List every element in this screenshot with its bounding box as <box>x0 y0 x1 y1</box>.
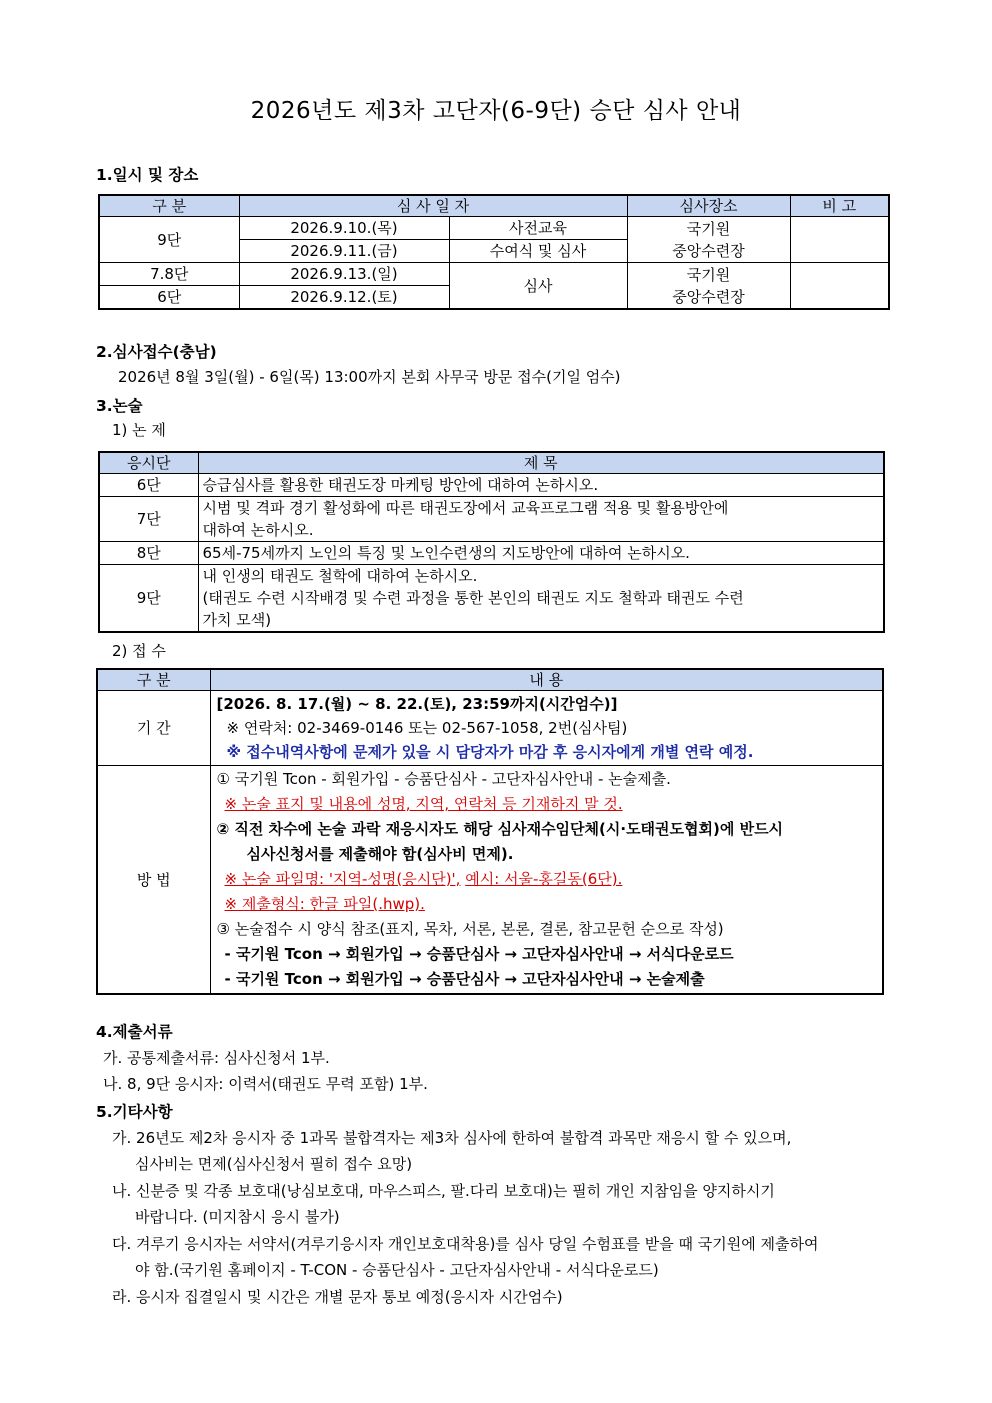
event-cell: 수여식 및 심사 <box>449 240 627 263</box>
method-line: ③ 논술접수 시 양식 참조(표지, 목차, 서론, 본론, 결론, 참고문헌 순으로 작성) <box>216 920 724 938</box>
reception-header-category: 구 분 <box>97 669 210 691</box>
method-line: 심사신청서를 제출해야 함(심사비 면제). <box>246 845 514 863</box>
method-note: ※ 논술 파일명: '지역-성명(응시단)', <box>224 870 461 888</box>
place-cell <box>627 217 790 263</box>
section3-heading: 3.논술 <box>96 397 143 415</box>
topic-line: 65세-75세까지 노인의 특징 및 노인수련생의 지도방안에 대하여 논하시오. <box>202 544 690 562</box>
section5-item: 다. 겨루기 응시자는 서약서(겨루기응시자 개인보호대착용)를 심사 당일 수험표를 받을 때 국기원에 제출하여 <box>112 1235 819 1253</box>
period-content <box>210 691 883 766</box>
section5-item: 가. 26년도 제2차 응시자 중 1과목 불합격자는 제3차 심사에 한하여 불합격 과목만 재응시 할 수 있으며, <box>112 1129 792 1147</box>
date-cell: 2026.9.12.(토) <box>239 286 449 310</box>
date-cell: 2026.9.10.(목) <box>239 217 449 240</box>
section5-item: 라. 응시자 집결일시 및 시간은 개별 문자 통보 예정(응시자 시간엄수) <box>112 1288 563 1306</box>
section1-heading: 1.일시 및 장소 <box>96 166 199 184</box>
method-label: 방 법 <box>97 766 210 995</box>
place-cell <box>627 263 790 310</box>
place-line: 중앙수련장 <box>672 287 745 306</box>
note-cell <box>790 263 889 310</box>
topic-line: (태권도 수련 시작배경 및 수련 과정을 통한 본인의 태권도 지도 철학과 태권도 수련 <box>202 589 744 607</box>
grade-cell: 6단 <box>99 286 239 310</box>
place-line: 중앙수련장 <box>672 241 745 260</box>
topic-grade: 8단 <box>99 542 198 565</box>
event-cell: 심사 <box>449 263 627 310</box>
section5-item: 야 함.(국기원 홈페이지 - T-CON - 승품단심사 - 고단자심사안내 - 서식다운로드) <box>135 1261 659 1279</box>
topics-table <box>98 451 885 633</box>
topic-line: 대하여 논하시오. <box>202 521 314 539</box>
topic-text <box>198 542 884 565</box>
place-line: 국기원 <box>686 219 731 238</box>
method-note-line <box>217 867 877 892</box>
period-label: 기 간 <box>97 691 210 766</box>
section4-item: 가. 공통제출서류: 심사신청서 1부. <box>103 1049 330 1067</box>
method-line: ② 직전 차수에 논술 과락 재응시자도 해당 심사재수임단체(시·도태권도협회)에 반드시 <box>216 820 784 838</box>
method-note: ※ 논술 표지 및 내용에 성명, 지역, 연락처 등 기재하지 말 것. <box>224 795 623 813</box>
topic-grade: 9단 <box>99 565 198 633</box>
topic-line: 내 인생의 태권도 철학에 대하여 논하시오. <box>202 567 478 585</box>
period-line: ※ 연락처: 02-3469-0146 또는 02-567-1058, 2번(심사팀) <box>226 719 628 737</box>
schedule-table <box>98 194 890 310</box>
section2-heading: 2.심사접수(충남) <box>96 343 217 361</box>
topic-grade: 6단 <box>99 474 198 497</box>
note-cell <box>790 217 889 263</box>
section2-text: 2026년 8월 3일(월) - 6일(목) 13:00까지 본회 사무국 방문 접수(기일 엄수) <box>118 368 621 386</box>
method-note: ※ 제출형식: 한글 파일(.hwp). <box>224 895 425 913</box>
section5-heading: 5.기타사항 <box>96 1103 173 1121</box>
method-note: 예시: 서울-홍길동(6단). <box>465 870 623 888</box>
method-content <box>210 766 883 995</box>
topic-line: 승급심사를 활용한 태권도장 마케팅 방안에 대하여 논하시오. <box>202 476 599 494</box>
section4-item: 나. 8, 9단 응시자: 이력서(태권도 무력 포함) 1부. <box>103 1075 428 1093</box>
period-line: ※ 접수내역사항에 문제가 있을 시 담당자가 마감 후 응시자에게 개별 연락 예정. <box>226 743 754 761</box>
reception-table <box>96 668 884 995</box>
section5-item: 심사비는 면제(심사신청서 필히 접수 요망) <box>135 1155 413 1173</box>
date-cell: 2026.9.13.(일) <box>239 263 449 286</box>
period-line: [2026. 8. 17.(월) ~ 8. 22.(토), 23:59까지(시간엄수)] <box>216 695 618 713</box>
method-line: - 국기원 Tcon → 회원가입 → 승품단심사 → 고단자심사안내 → 논술제출 <box>224 970 705 988</box>
topic-line: 가치 모색) <box>202 611 272 629</box>
topic-text <box>198 497 884 542</box>
schedule-header-category: 구 분 <box>99 195 239 217</box>
section4-heading: 4.제출서류 <box>96 1023 173 1041</box>
event-cell: 사전교육 <box>449 217 627 240</box>
schedule-header-place: 심사장소 <box>627 195 790 217</box>
method-line: - 국기원 Tcon → 회원가입 → 승품단심사 → 고단자심사안내 → 서식다운로드 <box>224 945 734 963</box>
schedule-header-note: 비 고 <box>790 195 889 217</box>
section5-item: 나. 신분증 및 각종 보호대(낭심보호대, 마우스피스, 팔.다리 보호대)는 필히 개인 지참임을 양지하시기 <box>112 1182 775 1200</box>
grade-cell: 7.8단 <box>99 263 239 286</box>
schedule-header-date: 심 사 일 자 <box>239 195 627 217</box>
grade-cell: 9단 <box>99 217 239 263</box>
date-cell: 2026.9.11.(금) <box>239 240 449 263</box>
topic-text <box>198 474 884 497</box>
reception-header-content: 내 용 <box>210 669 883 691</box>
place-line: 국기원 <box>686 265 731 284</box>
topic-line: 시범 및 격파 경기 활성화에 따른 태권도장에서 교육프로그램 적용 및 활용방안에 <box>202 499 729 517</box>
topic-grade: 7단 <box>99 497 198 542</box>
section3-sub1: 1) 논 제 <box>112 421 166 439</box>
method-line: ① 국기원 Tcon - 회원가입 - 승품단심사 - 고단자심사안내 - 논술제출. <box>216 770 671 788</box>
section5-item: 바랍니다. (미지참시 응시 불가) <box>135 1208 340 1226</box>
section3-sub2: 2) 접 수 <box>112 642 166 660</box>
topics-header-grade: 응시단 <box>99 452 198 474</box>
topic-text <box>198 565 884 633</box>
topics-header-title: 제 목 <box>198 452 884 474</box>
page-title: 2026년도 제3차 고단자(6-9단) 승단 심사 안내 <box>250 98 742 124</box>
